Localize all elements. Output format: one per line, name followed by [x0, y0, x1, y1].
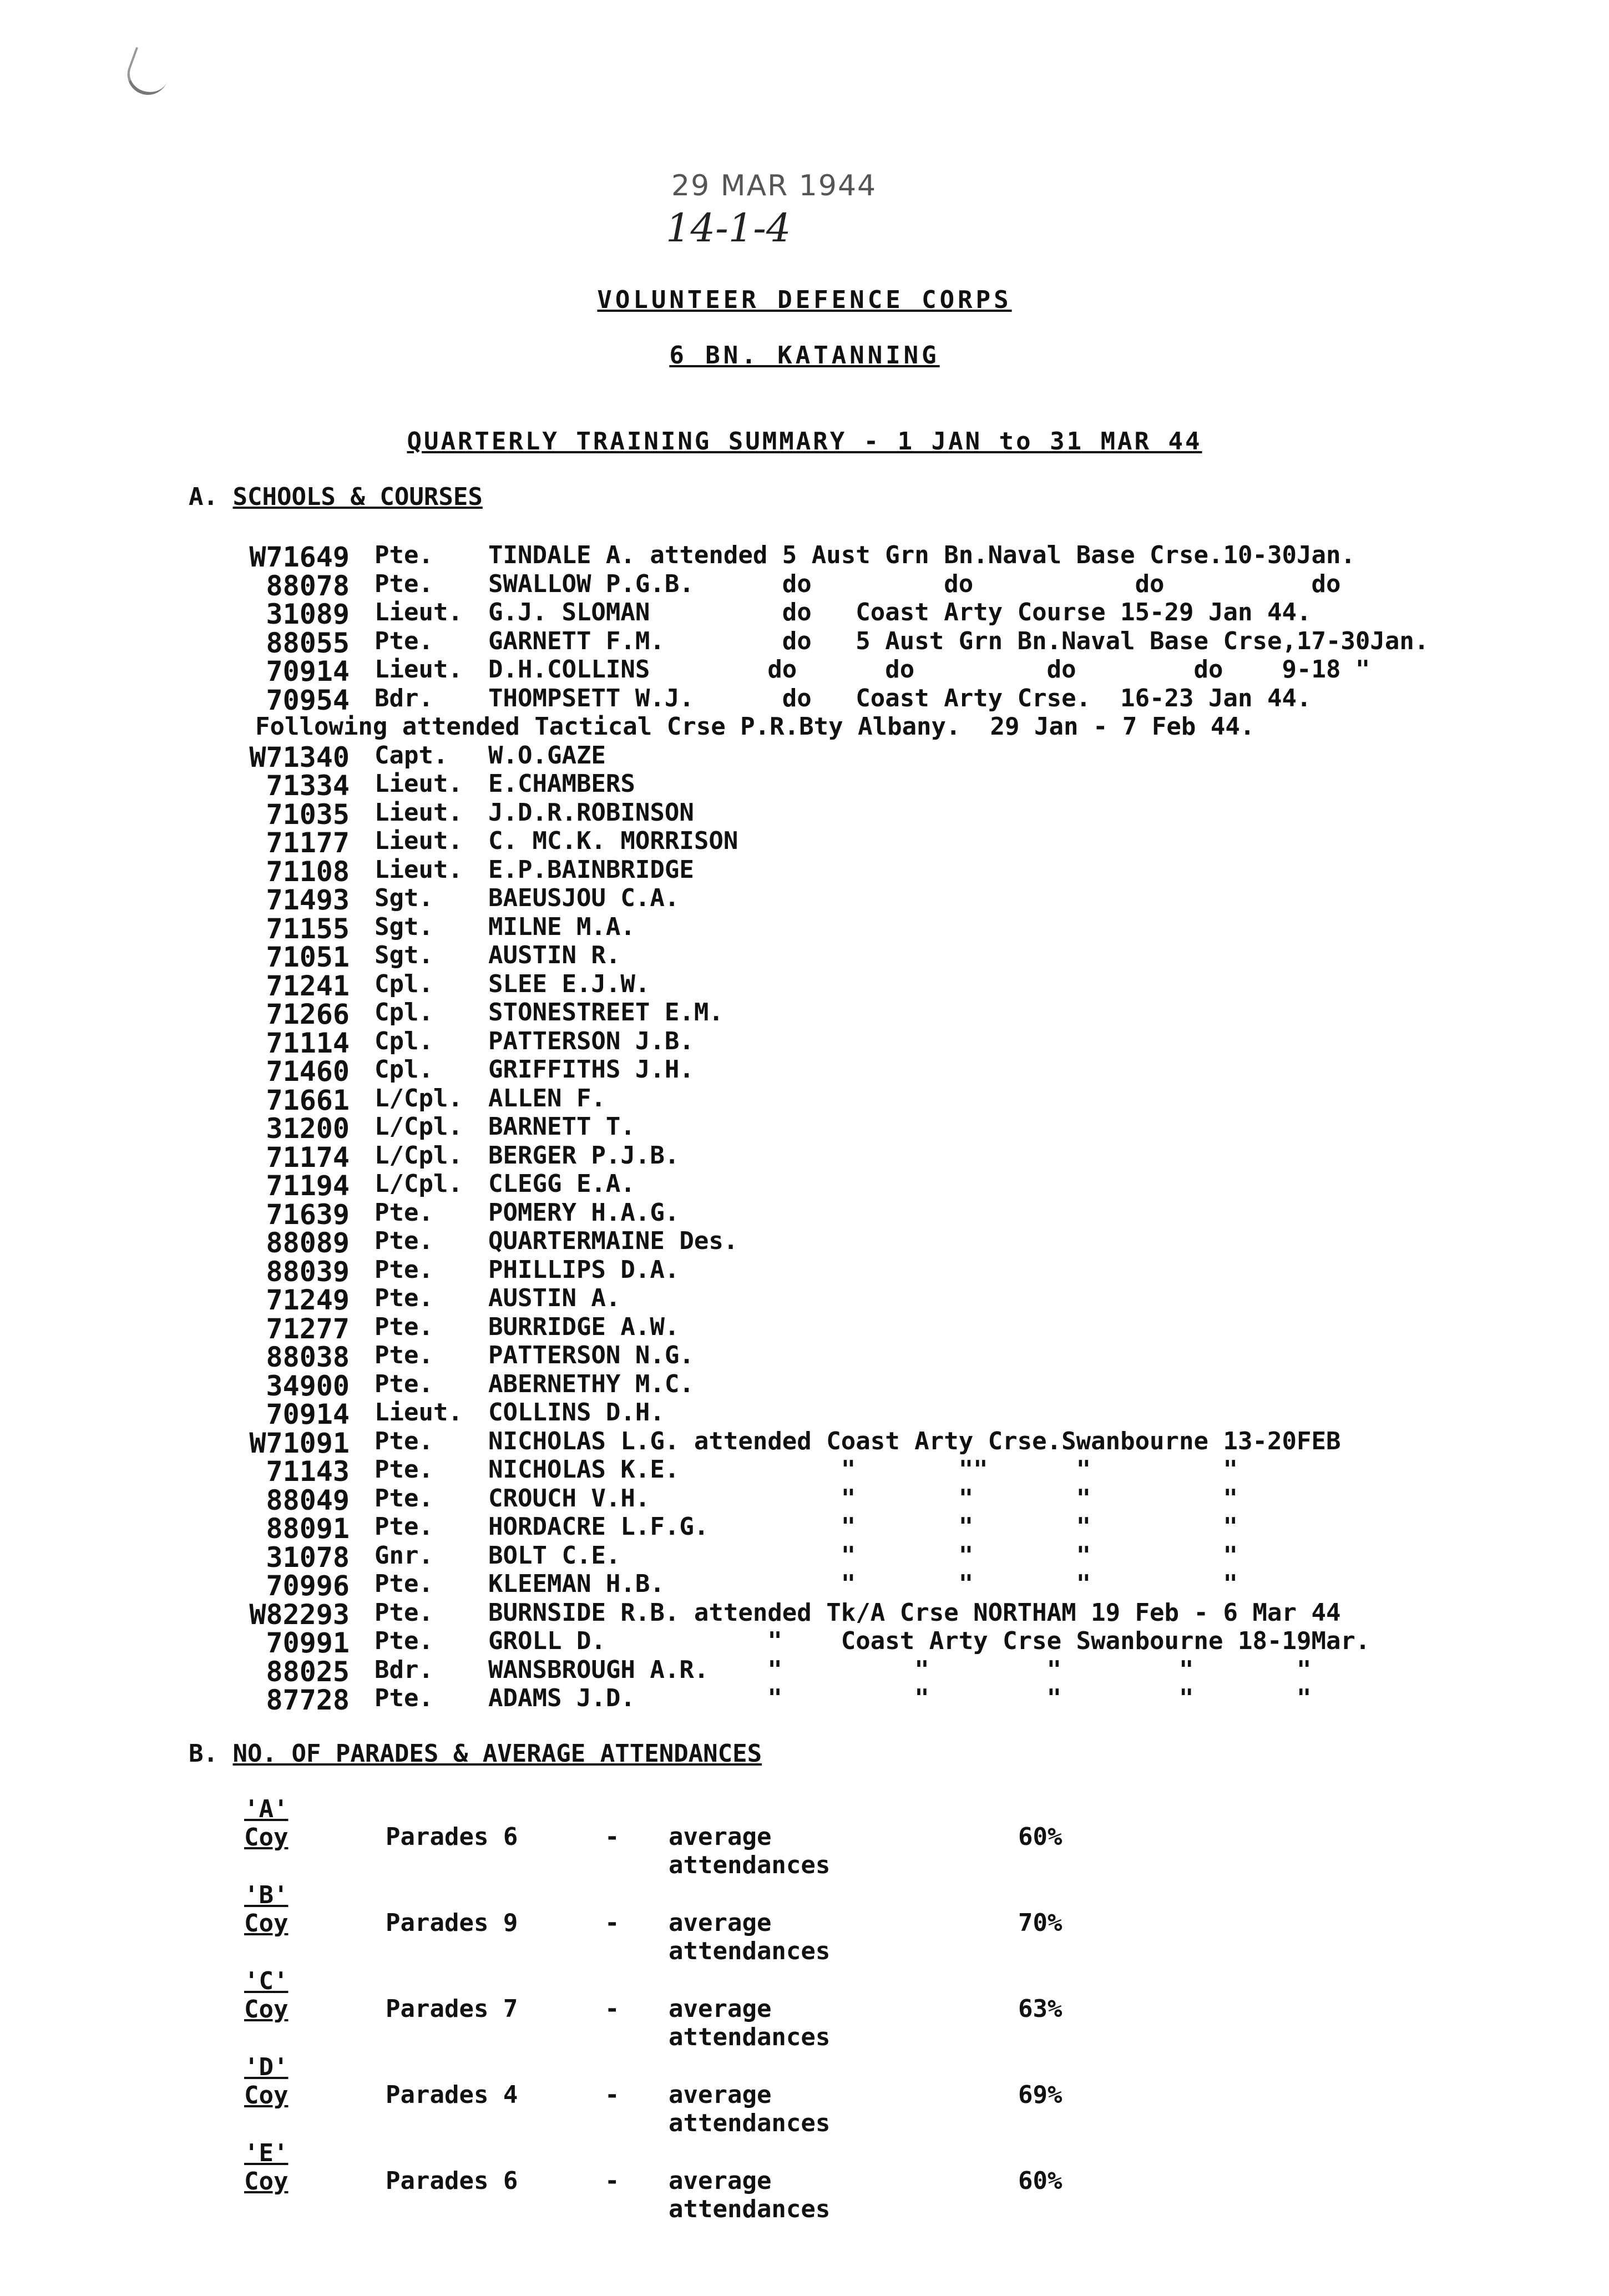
name-and-course: WANSBROUGH A.R. " " " " "	[488, 1655, 1312, 1684]
name-and-course: ADAMS J.D. " " " " "	[488, 1684, 1312, 1712]
rank: Lieut.	[375, 1398, 463, 1427]
rank: Lieut.	[375, 770, 463, 798]
company-label: 'D' Coy	[244, 2053, 289, 2110]
service-number: 71143	[266, 1455, 350, 1488]
rank: Pte.	[375, 1570, 433, 1598]
company-label: 'E' Coy	[244, 2139, 289, 2196]
parades-count: Parades 6	[386, 2167, 518, 2195]
attendance-percent: 63%	[1018, 1995, 1062, 2023]
handwritten-note: 14-1-4	[666, 205, 791, 251]
name-and-course: BOLT C.E. " " " "	[488, 1541, 1238, 1570]
separator-dash: -	[605, 2167, 620, 2195]
name-and-course: BARNETT T.	[488, 1112, 635, 1141]
name-and-course: SLEE E.J.W.	[488, 969, 650, 998]
name-and-course: GROLL D. " Coast Arty Crse Swanbourne 18-19Mar.	[488, 1627, 1370, 1655]
name-and-course: BURNSIDE R.B. attended Tk/A Crse NORTHAM 19 Feb - 6 Mar 44	[488, 1598, 1341, 1627]
name-and-course: BURRIDGE A.W.	[488, 1312, 680, 1341]
rank: Pte.	[375, 1341, 433, 1369]
service-number: W82293	[249, 1598, 350, 1631]
attendance-percent: 60%	[1018, 2167, 1062, 2195]
rank: Cpl.	[375, 969, 433, 998]
service-number: 71277	[266, 1312, 350, 1345]
name-and-course: POMERY H.A.G.	[488, 1198, 680, 1227]
rank: Cpl.	[375, 1026, 433, 1055]
name-and-course: J.D.R.ROBINSON	[488, 798, 694, 827]
rank: Capt.	[375, 741, 448, 770]
rank: L/Cpl.	[375, 1112, 463, 1141]
service-number: 88049	[266, 1484, 350, 1516]
service-number: 71249	[266, 1284, 350, 1316]
parades-count: Parades 7	[386, 1995, 518, 2023]
service-number: 71114	[266, 1026, 350, 1059]
section-b-title: NO. OF PARADES & AVERAGE ATTENDANCES	[232, 1739, 762, 1768]
name-and-course: STONESTREET E.M.	[488, 998, 723, 1026]
name-and-course: C. MC.K. MORRISON	[488, 827, 738, 855]
rank: Bdr.	[375, 684, 433, 712]
name-and-course: HORDACRE L.F.G. " " " "	[488, 1513, 1238, 1541]
rank: Lieut.	[375, 827, 463, 855]
service-number: 71460	[266, 1055, 350, 1088]
separator-dash: -	[605, 1823, 620, 1851]
company-label: 'B' Coy	[244, 1881, 289, 1938]
rank: Pte.	[375, 626, 433, 655]
name-and-course: GARNETT F.M. do 5 Aust Grn Bn.Naval Base Crse,17-30Jan.	[488, 626, 1429, 655]
name-and-course: PATTERSON N.G.	[488, 1341, 694, 1369]
name-and-course: AUSTIN R.	[488, 941, 621, 969]
service-number: 71639	[266, 1198, 350, 1231]
name-and-course: PATTERSON J.B.	[488, 1026, 694, 1055]
rank: Cpl.	[375, 1055, 433, 1084]
service-number: 70996	[266, 1570, 350, 1602]
name-and-course: PHILLIPS D.A.	[488, 1255, 680, 1284]
service-number: 88091	[266, 1513, 350, 1545]
rank: Pte.	[375, 1598, 433, 1627]
attendance-percent: 60%	[1018, 1823, 1062, 1851]
name-and-course: CLEGG E.A.	[488, 1170, 635, 1198]
name-and-course: COLLINS D.H.	[488, 1398, 665, 1427]
name-and-course: KLEEMAN H.B. " " " "	[488, 1570, 1238, 1598]
rank: Sgt.	[375, 941, 433, 969]
rank: L/Cpl.	[375, 1141, 463, 1170]
name-and-course: THOMPSETT W.J. do Coast Arty Crse. 16-23 Jan 44.	[488, 684, 1312, 712]
name-and-course: GRIFFITHS J.H.	[488, 1055, 694, 1084]
name-and-course: NICHOLAS L.G. attended Coast Arty Crse.Swanbourne 13-20FEB	[488, 1427, 1341, 1455]
rank: Pte.	[375, 1513, 433, 1541]
rank: Lieut.	[375, 798, 463, 827]
service-number: 71051	[266, 941, 350, 973]
rank: Pte.	[375, 1684, 433, 1712]
rank: Gnr.	[375, 1541, 433, 1570]
service-number: 88025	[266, 1655, 350, 1688]
service-number: 70914	[266, 1398, 350, 1430]
separator-dash: -	[605, 1909, 620, 1937]
corps-title: VOLUNTEER DEFENCE CORPS	[597, 286, 1012, 314]
rank: Pte.	[375, 1227, 433, 1255]
service-number: 70914	[266, 655, 350, 687]
rank: Pte.	[375, 569, 433, 598]
parades-count: Parades 6	[386, 1823, 518, 1851]
name-and-course: QUARTERMAINE Des.	[488, 1227, 738, 1255]
section-a-heading	[189, 483, 483, 511]
service-number: 71241	[266, 969, 350, 1002]
service-number: W71091	[249, 1427, 350, 1459]
company-label: 'A' Coy	[244, 1795, 289, 1852]
rank: Pte.	[375, 1455, 433, 1484]
service-number: W71649	[249, 541, 350, 573]
service-number: 88038	[266, 1341, 350, 1373]
section-a-title: SCHOOLS & COURSES	[232, 483, 483, 511]
name-and-course: ABERNETHY M.C.	[488, 1369, 694, 1398]
service-number: 88039	[266, 1255, 350, 1288]
rank: L/Cpl.	[375, 1084, 463, 1112]
name-and-course: ALLEN F.	[488, 1084, 606, 1112]
attendance-percent: 69%	[1018, 2081, 1062, 2109]
rank: Pte.	[375, 1427, 433, 1455]
service-number: 31200	[266, 1112, 350, 1145]
service-number: 71174	[266, 1141, 350, 1174]
service-number: 71155	[266, 912, 350, 945]
name-and-course: SWALLOW P.G.B. do do do do	[488, 569, 1341, 598]
rank: Pte.	[375, 1312, 433, 1341]
rank: Lieut.	[375, 598, 463, 626]
service-number: 88089	[266, 1227, 350, 1259]
service-number: 71493	[266, 884, 350, 916]
service-number: 70991	[266, 1627, 350, 1659]
parades-count: Parades 9	[386, 1909, 518, 1937]
rank: L/Cpl.	[375, 1170, 463, 1198]
name-and-course: AUSTIN A.	[488, 1284, 621, 1312]
rank: Pte.	[375, 1198, 433, 1227]
average-label: average attendances	[669, 1909, 831, 1965]
service-number: 34900	[266, 1369, 350, 1402]
rank: Bdr.	[375, 1655, 433, 1684]
name-and-course: BAEUSJOU C.A.	[488, 884, 680, 912]
rank: Pte.	[375, 1284, 433, 1312]
service-number: 31089	[266, 598, 350, 630]
service-number: 71661	[266, 1084, 350, 1116]
course-note: Following attended Tactical Crse P.R.Bty Albany. 29 Jan - 7 Feb 44.	[255, 712, 1255, 741]
name-and-course: CROUCH V.H. " " " "	[488, 1484, 1238, 1513]
service-number: W71340	[249, 741, 350, 773]
average-label: average attendances	[669, 2081, 831, 2137]
service-number: 88078	[266, 569, 350, 602]
name-and-course: G.J. SLOMAN do Coast Arty Course 15-29 Jan 44.	[488, 598, 1312, 626]
separator-dash: -	[605, 1995, 620, 2023]
name-and-course: NICHOLAS K.E. " "" " "	[488, 1455, 1238, 1484]
parades-count: Parades 4	[386, 2081, 518, 2109]
summary-title: QUARTERLY TRAINING SUMMARY - 1 JAN to 31 MAR 44	[407, 427, 1202, 456]
service-number: 71194	[266, 1170, 350, 1202]
section-a-letter: A.	[189, 483, 218, 511]
name-and-course: E.P.BAINBRIDGE	[488, 855, 694, 884]
rank: Pte.	[375, 1627, 433, 1655]
service-number: 87728	[266, 1684, 350, 1716]
name-and-course: BERGER P.J.B.	[488, 1141, 680, 1170]
name-and-course: D.H.COLLINS do do do do 9-18 "	[488, 655, 1370, 684]
name-and-course: W.O.GAZE	[488, 741, 606, 770]
rank: Pte.	[375, 1255, 433, 1284]
name-and-course: TINDALE A. attended 5 Aust Grn Bn.Naval Base Crse.10-30Jan.	[488, 541, 1355, 569]
name-and-course: E.CHAMBERS	[488, 770, 635, 798]
battalion-title: 6 BN. KATANNING	[669, 341, 940, 370]
rank: Sgt.	[375, 884, 433, 912]
section-b-heading	[189, 1739, 762, 1768]
attendance-percent: 70%	[1018, 1909, 1062, 1937]
service-number: 70954	[266, 684, 350, 716]
separator-dash: -	[605, 2081, 620, 2109]
rank: Pte.	[375, 1484, 433, 1513]
average-label: average attendances	[669, 2167, 831, 2223]
service-number: 71334	[266, 770, 350, 802]
rank: Sgt.	[375, 912, 433, 941]
service-number: 31078	[266, 1541, 350, 1574]
date-stamp: 29 MAR 1944	[671, 169, 877, 203]
rank: Pte.	[375, 541, 433, 569]
service-number: 71266	[266, 998, 350, 1030]
service-number: 71108	[266, 855, 350, 888]
section-b-letter: B.	[189, 1739, 218, 1768]
name-and-course: MILNE M.A.	[488, 912, 635, 941]
company-label: 'C' Coy	[244, 1967, 289, 2024]
service-number: 71035	[266, 798, 350, 831]
service-number: 71177	[266, 827, 350, 859]
average-label: average attendances	[669, 1823, 831, 1879]
rank: Lieut.	[375, 655, 463, 684]
rank: Cpl.	[375, 998, 433, 1026]
rank: Lieut.	[375, 855, 463, 884]
average-label: average attendances	[669, 1995, 831, 2051]
hole-punch-mark	[122, 47, 175, 101]
rank: Pte.	[375, 1369, 433, 1398]
service-number: 88055	[266, 626, 350, 659]
